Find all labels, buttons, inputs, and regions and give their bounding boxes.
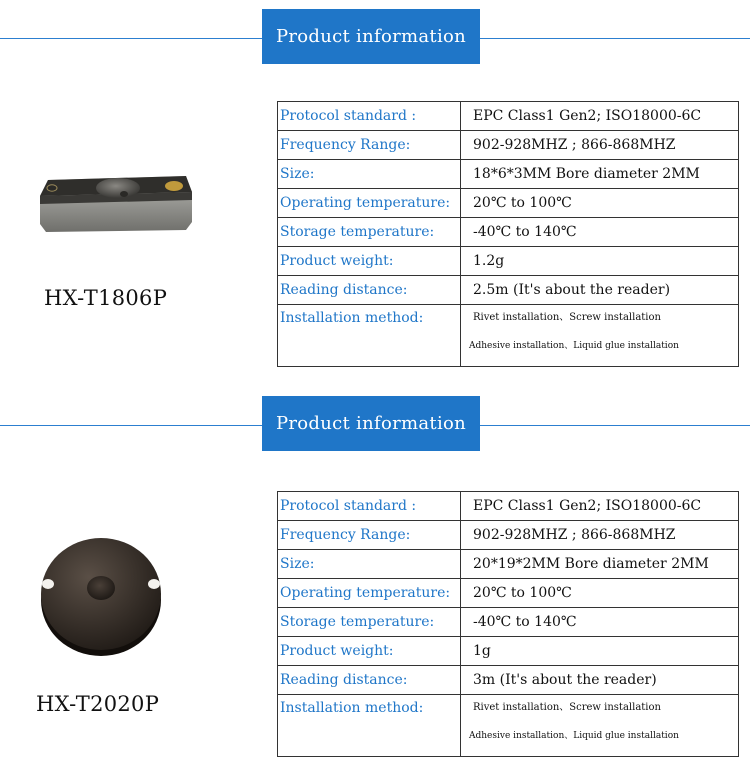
spec-value: 18*6*3MM Bore diameter 2MM [461, 160, 739, 189]
spec-label: Protocol standard : [278, 492, 461, 521]
spec-row [278, 102, 739, 131]
section-2-title: Product information [262, 396, 480, 451]
product-image-hx-t1806p [36, 170, 196, 238]
model-name-1: HX-T1806P [44, 286, 168, 310]
spec-label: Operating temperature: [278, 579, 461, 608]
spec-value: EPC Class1 Gen2; ISO18000-6C [461, 492, 739, 521]
spec-table-2 [277, 491, 739, 757]
section-1-title: Product information [262, 9, 480, 64]
spec-label: Installation method: [278, 305, 461, 367]
spec-label: Size: [278, 160, 461, 189]
spec-label: Installation method: [278, 695, 461, 757]
spec-value: 20℃ to 100℃ [461, 579, 739, 608]
spec-label: Protocol standard : [278, 102, 461, 131]
section-1-banner [0, 0, 750, 60]
spec-value: 3m (It's about the reader) [461, 666, 739, 695]
spec-value: -40℃ to 140℃ [461, 608, 739, 637]
spec-value: 2.5m (It's about the reader) [461, 276, 739, 305]
spec-value: 20℃ to 100℃ [461, 189, 739, 218]
spec-row-installation [278, 305, 739, 367]
spec-value-installation [461, 695, 739, 757]
spec-row [278, 131, 739, 160]
spec-row [278, 637, 739, 666]
spec-row [278, 666, 739, 695]
spec-row [278, 247, 739, 276]
spec-label: Storage temperature: [278, 608, 461, 637]
spec-value: 20*19*2MM Bore diameter 2MM [461, 550, 739, 579]
spec-row [278, 550, 739, 579]
spec-value-installation [461, 305, 739, 367]
spec-label: Storage temperature: [278, 218, 461, 247]
section-2-banner [0, 387, 750, 447]
spec-row [278, 579, 739, 608]
spec-value: 902-928MHZ ; 866-868MHZ [461, 131, 739, 160]
install-line-2: Adhesive installation、Liquid glue installation [469, 341, 679, 351]
model-name-2: HX-T2020P [36, 692, 160, 716]
spec-label: Frequency Range: [278, 131, 461, 160]
spec-label: Frequency Range: [278, 521, 461, 550]
install-line-2: Adhesive installation、Liquid glue installation [469, 731, 679, 741]
spec-row [278, 218, 739, 247]
install-line-1: Rivet installation、Screw installation [473, 702, 661, 713]
spec-value: -40℃ to 140℃ [461, 218, 739, 247]
spec-value: 1.2g [461, 247, 739, 276]
spec-label: Product weight: [278, 637, 461, 666]
spec-row [278, 521, 739, 550]
spec-row [278, 492, 739, 521]
install-line-1: Rivet installation、Screw installation [473, 312, 661, 323]
spec-row-installation [278, 695, 739, 757]
spec-row [278, 276, 739, 305]
spec-row [278, 189, 739, 218]
spec-label: Size: [278, 550, 461, 579]
spec-table-1 [277, 101, 739, 367]
spec-value: EPC Class1 Gen2; ISO18000-6C [461, 102, 739, 131]
spec-row [278, 160, 739, 189]
product-image-hx-t2020p [34, 530, 168, 660]
spec-value: 1g [461, 637, 739, 666]
spec-label: Reading distance: [278, 276, 461, 305]
spec-label: Operating temperature: [278, 189, 461, 218]
spec-label: Reading distance: [278, 666, 461, 695]
spec-value: 902-928MHZ ; 866-868MHZ [461, 521, 739, 550]
spec-row [278, 608, 739, 637]
spec-label: Product weight: [278, 247, 461, 276]
